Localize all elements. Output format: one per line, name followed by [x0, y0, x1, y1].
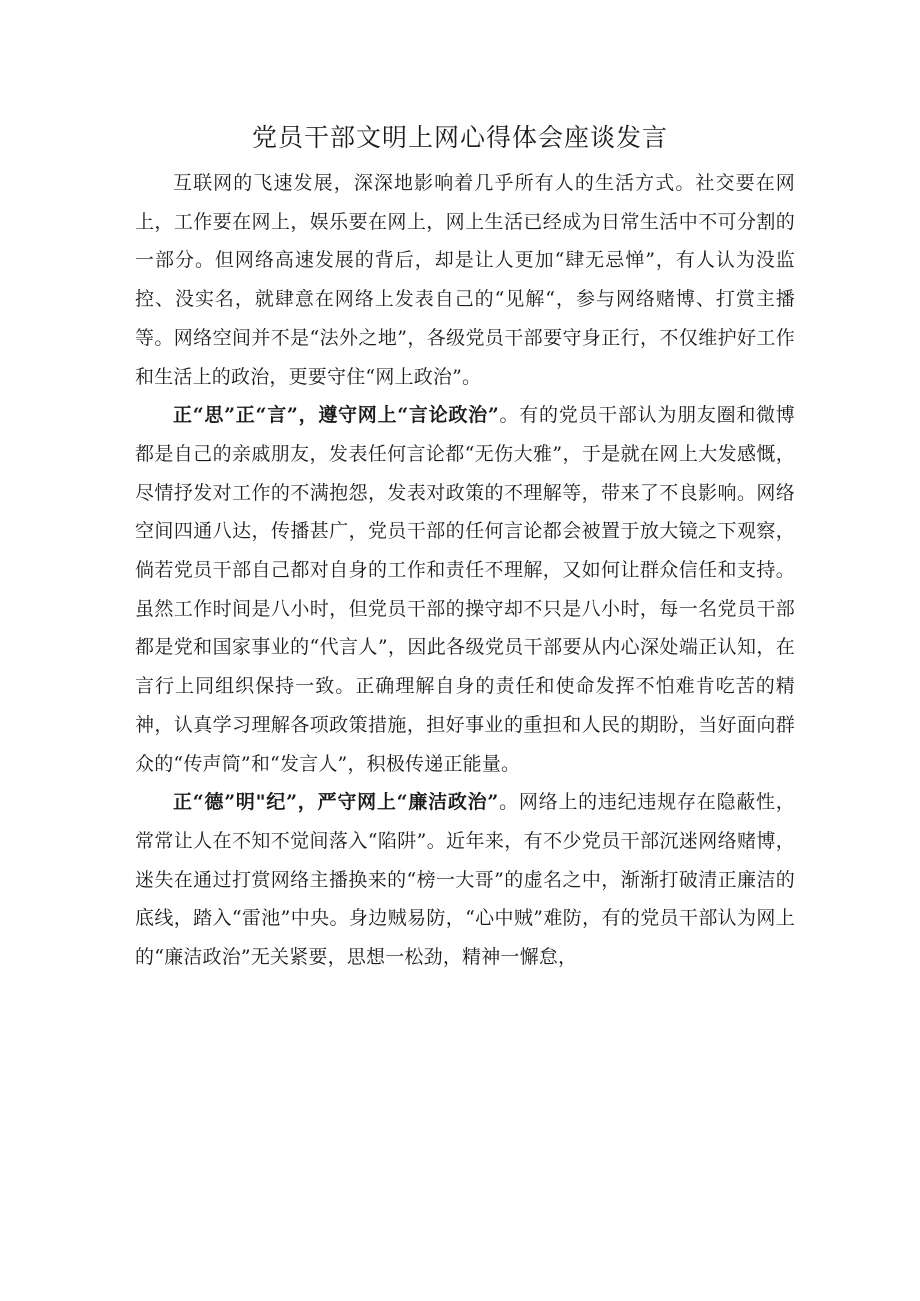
- paragraph-integrity-politics: [135, 783, 795, 977]
- document-title: 党员干部文明上网心得体会座谈发言: [251, 123, 668, 152]
- paragraph-intro: [135, 164, 795, 396]
- paragraph-text: 互联网的飞速发展，深深地影响着几乎所有人的生活方式。社交要在网上，工作要在网上，娱乐要在网上，网上生活已经成为日常生活中不可分割的一部分。但网络高速发展的背后，却是让人更加“肆无忌惮”，有人认为没监控、没实名，就肆意在网络上发表自己的“见解“，参与网络赌博、打赏主播等。网络空间并不是“法外之地”，各级党员干部要守身正行，不仅维护好工作和生活上的政治，更要守住“网上政治”。: [135, 172, 795, 388]
- paragraph-text: 。网络上的违纪违规存在隐蔽性，常常让人在不知不觉间落入“陷阱”。近年来，有不少党员干部沉迷网络赌博，迷失在通过打赏网络主播换来的“榜一大哥”的虚名之中，渐渐打破清正廉洁的底线，踏入“雷池”中央。身边贼易防，“心中贼”难防，有的党员干部认为网上的“廉洁政治”无关紧要，思想一松劲，精神一懈怠，: [135, 791, 795, 969]
- document-body: [135, 164, 795, 977]
- paragraph-text: 。有的党员干部认为朋友圈和微博都是自己的亲戚朋友，发表任何言论都“无伤大雅”，于是就在网上大发感慨，尽情抒发对工作的不满抱怨，发表对政策的不理解等，带来了不良影响。网络空间四通八达，传播甚广，党员干部的任何言论都会被置于放大镜之下观察，倘若党员干部自己都对自身的工作和责任不理解，又如何让群众信任和支持。虽然工作时间是八小时，但党员干部的操守却不只是八小时，每一名党员干部都是党和国家事业的“代言人”，因此各级党员干部要从内心深处端正认知，在言行上同组织保持一致。正确理解自身的责任和使命发挥不怕难肯吃苦的精神，认真学习理解各项政策措施，担好事业的重担和人民的期盼，当好面向群众的“传声筒”和“发言人”，积极传递正能量。: [135, 404, 795, 775]
- paragraph-heading: 正“德”明"纪”，严守网上“廉洁政治”: [173, 791, 499, 814]
- paragraph-heading: 正“思”正“言”，遵守网上“言论政治”: [173, 404, 499, 427]
- paragraph-speech-politics: [135, 396, 795, 783]
